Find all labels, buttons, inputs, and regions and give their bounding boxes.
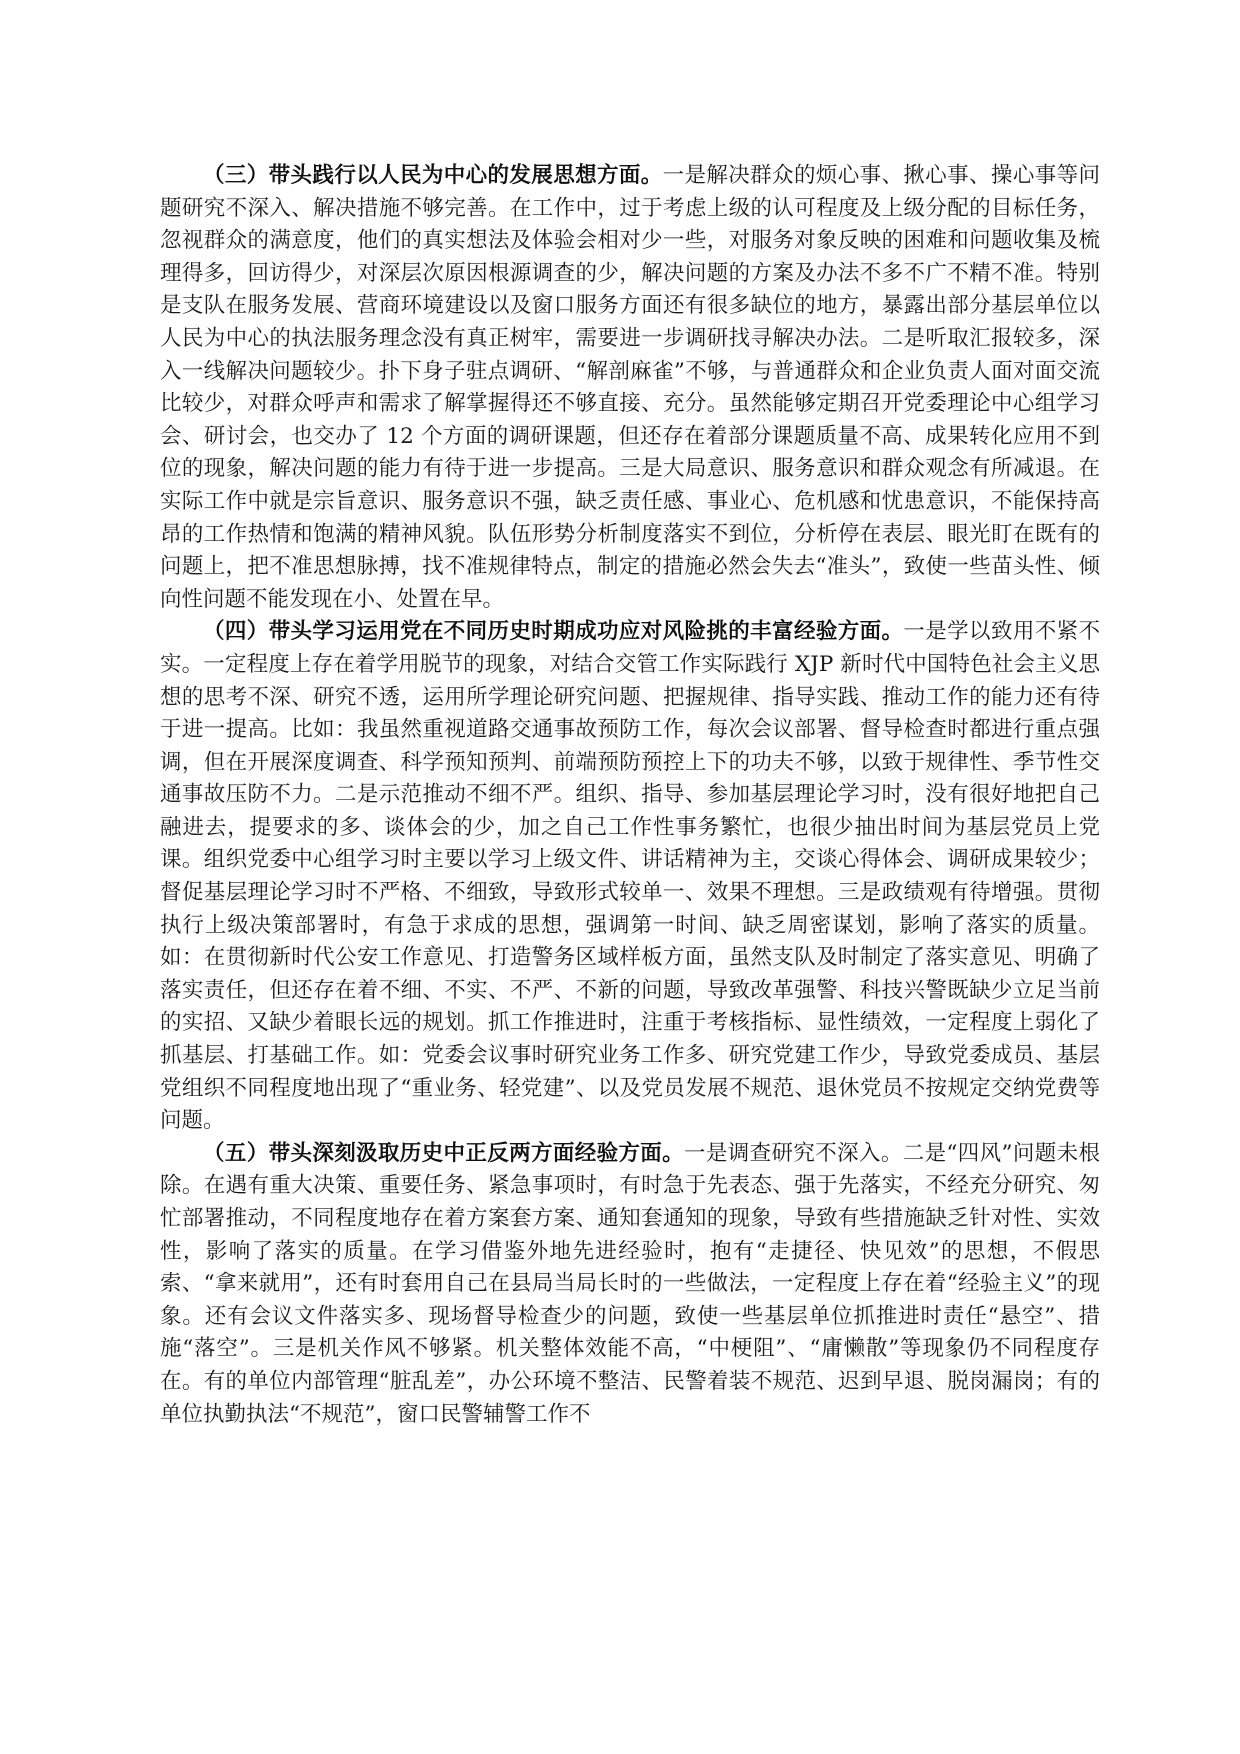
section-three-paragraph	[160, 160, 1100, 616]
section-five-text: 一是调查研究不深入。二是“四风”问题未根除。在遇有重大决策、重要任务、紧急事项时，有时急于先表态、强于先落实，不经充分研究、匆忙部署推动，不同程度地存在着方案套方案、通知套通知的现象，导致有些措施缺乏针对性、实效性，影响了落实的质量。在学习借鉴外地先进经验时，抱有“走捷径、快见效”的思想，不假思索、“拿来就用”，还有时套用自己在县局当局长时的一些做法，一定程度上存在着“经验主义”的现象。还有会议文件落实多、现场督导检查少的问题，致使一些基层单位抓推进时责任“悬空”、措施“落空”。三是机关作风不够紧。机关整体效能不高，“中梗阻”、“庸懒散”等现象仍不同程度存在。有的单位内部管理“脏乱差”，办公环境不整洁、民警着装不规范、迟到早退、脱岗漏岗；有的单位执勤执法“不规范”，窗口民警辅警工作不	[160, 1140, 1100, 1427]
section-five-heading: （五）带头深刻汲取历史中正反两方面经验方面。	[203, 1140, 685, 1166]
section-four-heading: （四）带头学习运用党在不同历史时期成功应对风险挑的丰富经验方面。	[203, 619, 904, 645]
section-three-text: 一是解决群众的烦心事、揪心事、操心事等问题研究不深入、解决措施不够完善。在工作中，过于考虑上级的认可程度及上级分配的目标任务，忽视群众的满意度，他们的真实想法及体验会相对少一些，对服务对象反映的困难和问题收集及梳理得多，回访得少，对深层次原因根源调查的少，解决问题的方案及办法不多不广不精不准。特别是支队在服务发展、营商环境建设以及窗口服务方面还有很多缺位的地方，暴露出部分基层单位以人民为中心的执法服务理念没有真正树牢，需要进一步调研找寻解决办法。二是听取汇报较多，深入一线解决问题较少。扑下身子驻点调研、“解剖麻雀”不够，与普通群众和企业负责人面对面交流比较少，对群众呼声和需求了解掌握得还不够直接、充分。虽然能够定期召开党委理论中心组学习会、研讨会，也交办了 12 个方面的调研课题，但还存在着部分课题质量不高、成果转化应用不到位的现象，解决问题的能力有待于进一步提高。三是大局意识、服务意识和群众观念有所减退。在实际工作中就是宗旨意识、服务意识不强，缺乏责任感、事业心、危机感和忧患意识，不能保持高昂的工作热情和饱满的精神风貌。队伍形势分析制度落实不到位，分析停在表层、眼光盯在既有的问题上，把不准思想脉搏，找不准规律特点，制定的措施必然会失去“准头”，致使一些苗头性、倾向性问题不能发现在小、处置在早。	[160, 163, 1100, 612]
section-four-paragraph	[160, 616, 1100, 1138]
document-body	[160, 160, 1100, 1431]
section-four-text: 一是学以致用不紧不实。一定程度上存在着学用脱节的现象，对结合交管工作实际践行 XJP 新时代中国特色社会主义思想的思考不深、研究不透，运用所学理论研究问题、把握规律、指导实践、推动工作的能力还有待于进一提高。比如：我虽然重视道路交通事故预防工作，每次会议部署、督导检查时都进行重点强调，但在开展深度调查、科学预知预判、前端预防预控上下的功夫不够，以致于规律性、季节性交通事故压防不力。二是示范推动不细不严。组织、指导、参加基层理论学习时，没有很好地把自己融进去，提要求的多、谈体会的少，加之自己工作性事务繁忙，也很少抽出时间为基层党员上党课。组织党委中心组学习时主要以学习上级文件、讲话精神为主，交谈心得体会、调研成果较少；督促基层理论学习时不严格、不细致，导致形式较单一、效果不理想。三是政绩观有待增强。贯彻执行上级决策部署时，有急于求成的思想，强调第一时间、缺乏周密谋划，影响了落实的质量。如：在贯彻新时代公安工作意见、打造警务区域样板方面，虽然支队及时制定了落实意见、明确了落实责任，但还存在着不细、不实、不严、不新的问题，导致改革强警、科技兴警既缺少立足当前的实招、又缺少着眼长远的规划。抓工作推进时，注重于考核指标、显性绩效，一定程度上弱化了抓基层、打基础工作。如：党委会议事时研究业务工作多、研究党建工作少，导致党委成员、基层党组织不同程度地出现了“重业务、轻党建”、以及党员发展不规范、退休党员不按规定交纳党费等问题。	[160, 619, 1100, 1134]
section-three-heading: （三）带头践行以人民为中心的发展思想方面。	[203, 163, 663, 188]
section-five-paragraph	[160, 1138, 1100, 1431]
